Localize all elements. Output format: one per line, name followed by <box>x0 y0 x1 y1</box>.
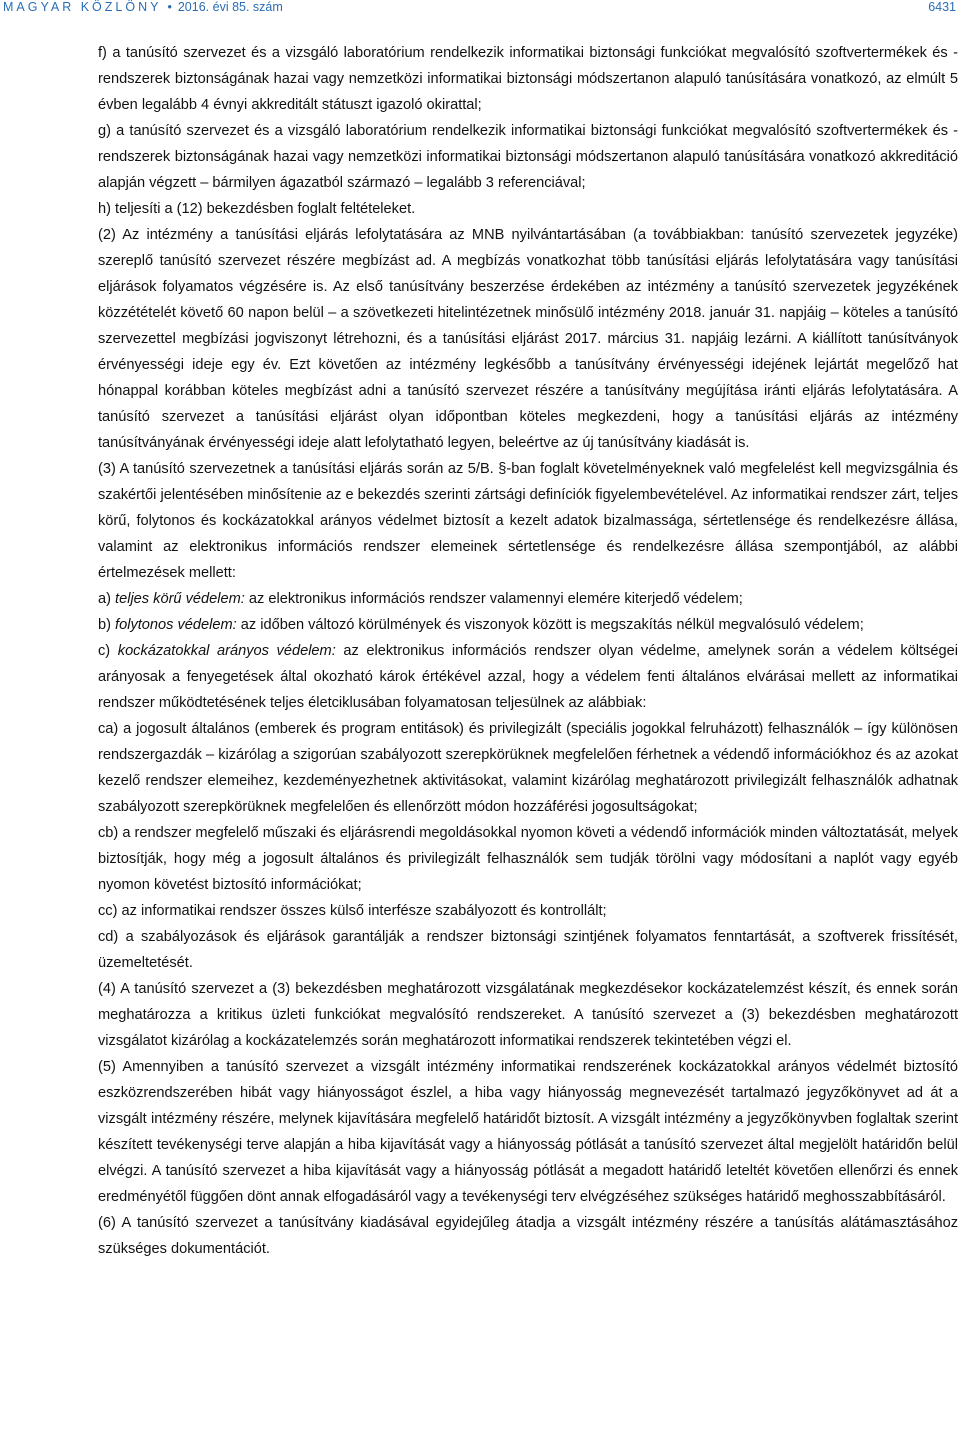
point-b-prefix: b) <box>98 617 116 633</box>
point-h: h) teljesíti a (12) bekezdésben foglalt feltételeket. <box>98 201 416 217</box>
point-b <box>98 612 958 638</box>
point-c <box>98 638 958 716</box>
point-a-text: az elektronikus információs rendszer valamennyi elemére kiterjedő védelem; <box>244 591 743 607</box>
point-c-prefix: c) <box>98 643 118 659</box>
header-separator: • <box>167 0 172 14</box>
point-a-term: teljes körű védelem: <box>115 591 245 607</box>
point-g: g) a tanúsító szervezet és a vizsgáló laboratórium rendelkezik informatikai biztonsági funkciókat megvalósító szoftvertermékek és -rendszerek biztonságának hazai vagy nemzetközi informatikai biztonsági módszertanon alapuló tanúsítására vonatkozó akkreditáció alapján végzett – bármilyen ágazatból származó – legalább 3 referenciával; <box>98 123 958 191</box>
subpoint-cc: cc) az informatikai rendszer összes külső interfésze szabályozott és kontrollált; <box>98 903 607 919</box>
running-head <box>3 0 283 14</box>
point-c-text: az elektronikus információs rendszer olyan védelme, amelynek során a védelem költségei arányosak a fenyegetések által okozható károk értékével azzal, hogy a védelem fenti általános elvárásai mellett az informatikai rendszer működtetésének teljes életciklusában folyamatosan teljesülnek az alábbiak: <box>98 643 958 711</box>
journal-title: MAGYAR KÖZLÖNY <box>3 0 162 14</box>
paragraph-4: (4) A tanúsító szervezet a (3) bekezdésben meghatározott vizsgálatának megkezdésekor kockázatelemzést készít, és ennek során meghatározza a kritikus üzleti funkciókat megvalósító rendszereket. A tanúsító szervezet a (3) bekezdésben meghatározott vizsgálatot kizárólag a kockázatelemzés során meghatározott informatikai rendszerek tekintetében végzi el. <box>98 981 958 1049</box>
subpoint-cb: cb) a rendszer megfelelő műszaki és eljárásrendi megoldásokkal nyomon követi a védendő információk minden változtatását, melyek biztosítják, hogy még a jogosult általános és privilegizált felhasználók sem tudják törölni vagy módosítani a naplót vagy egyéb nyomon követést biztosító információkat; <box>98 825 958 893</box>
point-b-text: az időben változó körülmények és viszonyok között is megszakítás nélkül megvalósuló védelem; <box>236 617 864 633</box>
paragraph-3: (3) A tanúsító szervezetnek a tanúsítási eljárás során az 5/B. §-ban foglalt követelményeknek való megfelelést kell megvizsgálnia és szakértői jelentésében minősítenie az e bekezdés szerinti zártsági definíciók figyelembevételével. Az informatikai rendszer zárt, teljes körű, folytonos és kockázatokkal arányos védelmet biztosít a kezelt adatok bizalmassága, sértetlensége és rendelkezésre állása, valamint az elektronikus információs rendszer elemeinek sértetlensége és rendelkezésre állása szempontjából, az alábbi értelmezések mellett: <box>98 461 958 581</box>
point-f: f) a tanúsító szervezet és a vizsgáló laboratórium rendelkezik informatikai biztonsági funkciókat megvalósító szoftvertermékek és -rendszerek biztonságának hazai vagy nemzetközi informatikai biztonsági módszertanon alapuló tanúsítására vonatkozó, az elmúlt 5 évben legalább 4 évnyi akkreditált státuszt igazoló okirattal; <box>98 45 958 113</box>
paragraph-5: (5) Amennyiben a tanúsító szervezet a vizsgált intézmény informatikai rendszerének kockázatokkal arányos védelmét biztosító eszközrendszerében hibát vagy hiányosságot észlel, a hiba vagy hiányosság megnevezését tartalmazó jegyzőkönyvet ad át a vizsgált intézmény részére, melynek kijavítására megfelelő határidőt biztosít. A vizsgált intézmény a jegyzőkönyvben foglaltak szerint készített tevékenységi terve alapján a hiba kijavítását vagy a hiányosság pótlását a tanúsító szervezet által megjelölt határidőn belül elvégzi. A tanúsító szervezet a hiba kijavítását vagy a hiányosság pótlását a megadott határidő leteltét követően ellenőrzi és ennek eredményétől függően dönt annak elfogadásáról vagy a tevékenységi terv elvégzéséhez szükséges határidő meghosszabbításáról. <box>98 1059 958 1205</box>
page-number: 6431 <box>928 0 956 14</box>
point-a-prefix: a) <box>98 591 116 607</box>
subpoint-cd: cd) a szabályozások és eljárások garantálják a rendszer biztonsági szintjének folyamatos fenntartását, a szoftverek frissítését, üzemeltetését. <box>98 929 958 971</box>
document-body <box>98 40 958 1262</box>
page-header <box>0 0 960 14</box>
point-a <box>98 586 958 612</box>
subpoint-ca: ca) a jogosult általános (emberek és program entitások) és privilegizált (speciális jogokkal felruházott) felhasználók – így különösen rendszergazdák – kizárólag a szigorúan szabályozott szerepkörüknek megfelelően férhetnek a védendő információkhoz és az azokat kezelő rendszer elemeihez, kezdeményezhetnek aktivitásokat, valamint kizárólag meghatározott privilegizált felhasználók adhatnak szabályozott szerepkörüknek megfelelően és ellenőrzött módon hozzáférési jogosultságokat; <box>98 721 958 815</box>
point-b-term: folytonos védelem: <box>115 617 237 633</box>
point-c-term: kockázatokkal arányos védelem: <box>117 643 336 659</box>
paragraph-6: (6) A tanúsító szervezet a tanúsítvány kiadásával egyidejűleg átadja a vizsgált intézmény részére a tanúsítás alátámasztásához szükséges dokumentációt. <box>98 1215 958 1257</box>
paragraph-2: (2) Az intézmény a tanúsítási eljárás lefolytatására az MNB nyilvántartásában (a továbbiakban: tanúsító szervezetek jegyzéke) szereplő tanúsító szervezet részére megbízást ad. A megbízás vonatkozhat több tanúsítási eljárás lefolytatására vagy tanúsítási eljárások folyamatos végzésére is. Az első tanúsítvány beszerzése érdekében az intézmény a tanúsító szervezetek jegyzékének közzétételét követő 60 napon belül – a szövetkezeti hitelintézetnek minősülő intézmény 2018. január 31. napjáig – köteles a tanúsító szervezettel megbízási jogviszonyt létrehozni, és a tanúsítási eljárást 2017. március 31. napjáig lezárni. A kiállított tanúsítványok érvényességi ideje egy év. Ezt követően az intézmény legkésőbb a tanúsítvány érvényességi idejének lejártát megelőző hat hónappal korábban köteles megbízást adni a tanúsító szervezet részére a tanúsítvány megújítása iránti eljárás lefolytatására. A tanúsító szervezet a tanúsítási eljárást olyan időpontban köteles megkezdeni, hogy a tanúsítási eljárás az intézmény tanúsítványának érvényességi ideje alatt lefolytatható legyen, beleértve az új tanúsítvány kiadását is. <box>98 227 958 451</box>
issue-number: 2016. évi 85. szám <box>177 0 283 14</box>
